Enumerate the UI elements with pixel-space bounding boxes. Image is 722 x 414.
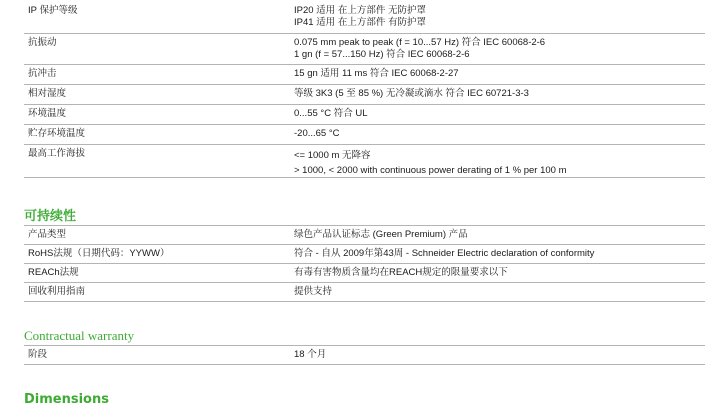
spec-label: 环境温度 (28, 108, 67, 119)
spec-row-reach (24, 264, 705, 283)
spec-value (294, 68, 459, 80)
spec-row-storage-temp (24, 125, 705, 145)
spec-value-line: <= 1000 m 无降容 (294, 150, 371, 161)
spec-value (294, 5, 426, 29)
spec-row-period (24, 345, 705, 365)
spec-label: 回收利用指南 (28, 286, 86, 297)
spec-row-vibration (24, 34, 705, 65)
spec-row-product-type (24, 225, 705, 245)
spec-row-humidity (24, 85, 705, 105)
spec-row-altitude (24, 145, 705, 178)
spec-row-ambient-temp (24, 105, 705, 125)
spec-value-line: 有毒有害物质含量均在REACH规定的限量要求以下 (294, 267, 508, 278)
spec-label: 最高工作海拔 (28, 148, 86, 159)
spec-row-recycling (24, 283, 705, 302)
spec-row-ip-rating (24, 2, 705, 34)
sustainability-spec-table (24, 225, 705, 302)
spec-label: REACh法规 (28, 267, 79, 278)
spec-value-line: -20...65 °C (294, 128, 340, 139)
spec-value-line: 符合 - 自从 2009年第43周 - Schneider Electric declaration of conformity (294, 248, 595, 259)
spec-value (294, 229, 468, 241)
spec-label: 抗冲击 (28, 68, 57, 79)
section-title-dimensions: Dimensions (24, 392, 109, 407)
spec-value-line: 绿色产品认证标志 (Green Premium) 产品 (294, 229, 468, 240)
spec-value (294, 88, 529, 100)
spec-value-line: 0...55 °C 符合 UL (294, 108, 368, 119)
spec-value-line: 18 个月 (294, 349, 327, 360)
spec-value-line: 1 gn (f = 57...150 Hz) 符合 IEC 60068-2-6 (294, 49, 470, 60)
spec-value-line: 提供支持 (294, 286, 333, 297)
spec-row-rohs (24, 245, 705, 264)
environment-spec-table (24, 2, 705, 178)
spec-value (294, 286, 332, 298)
spec-value-line: > 1000, < 2000 with continuous power derating of 1 % per 100 m (294, 165, 567, 176)
spec-value (294, 128, 340, 140)
spec-value (294, 349, 326, 361)
spec-value (294, 148, 567, 178)
spec-value (294, 248, 594, 260)
spec-label: 贮存环境温度 (28, 128, 86, 139)
warranty-spec-table (24, 345, 705, 365)
spec-label: 抗振动 (28, 37, 57, 48)
spec-label: 相对湿度 (28, 88, 67, 99)
spec-label: RoHS法规（日期代码：YYWW） (28, 248, 170, 259)
spec-value-line: IP41 适用 在上方部件 有防护罩 (294, 17, 426, 28)
spec-value-line: 等级 3K3 (5 至 85 %) 无冷凝或滴水 符合 IEC 60721-3-3 (294, 88, 529, 99)
spec-value-line: IP20 适用 在上方部件 无防护罩 (294, 5, 426, 16)
spec-label: 产品类型 (28, 229, 67, 240)
spec-label: 阶段 (28, 349, 48, 360)
spec-value-line: 0.075 mm peak to peak (f = 10...57 Hz) 符合 IEC 60068-2-6 (294, 37, 546, 48)
section-title-sustainability: 可持续性 (24, 209, 77, 224)
spec-label: IP 保护等级 (28, 5, 78, 16)
spec-value (294, 108, 368, 120)
spec-value (294, 267, 508, 279)
section-title-warranty: Contractual warranty (24, 328, 135, 343)
spec-value (294, 37, 545, 61)
spec-value-line: 15 gn 适用 11 ms 符合 IEC 60068-2-27 (294, 68, 459, 79)
spec-row-shock (24, 65, 705, 85)
